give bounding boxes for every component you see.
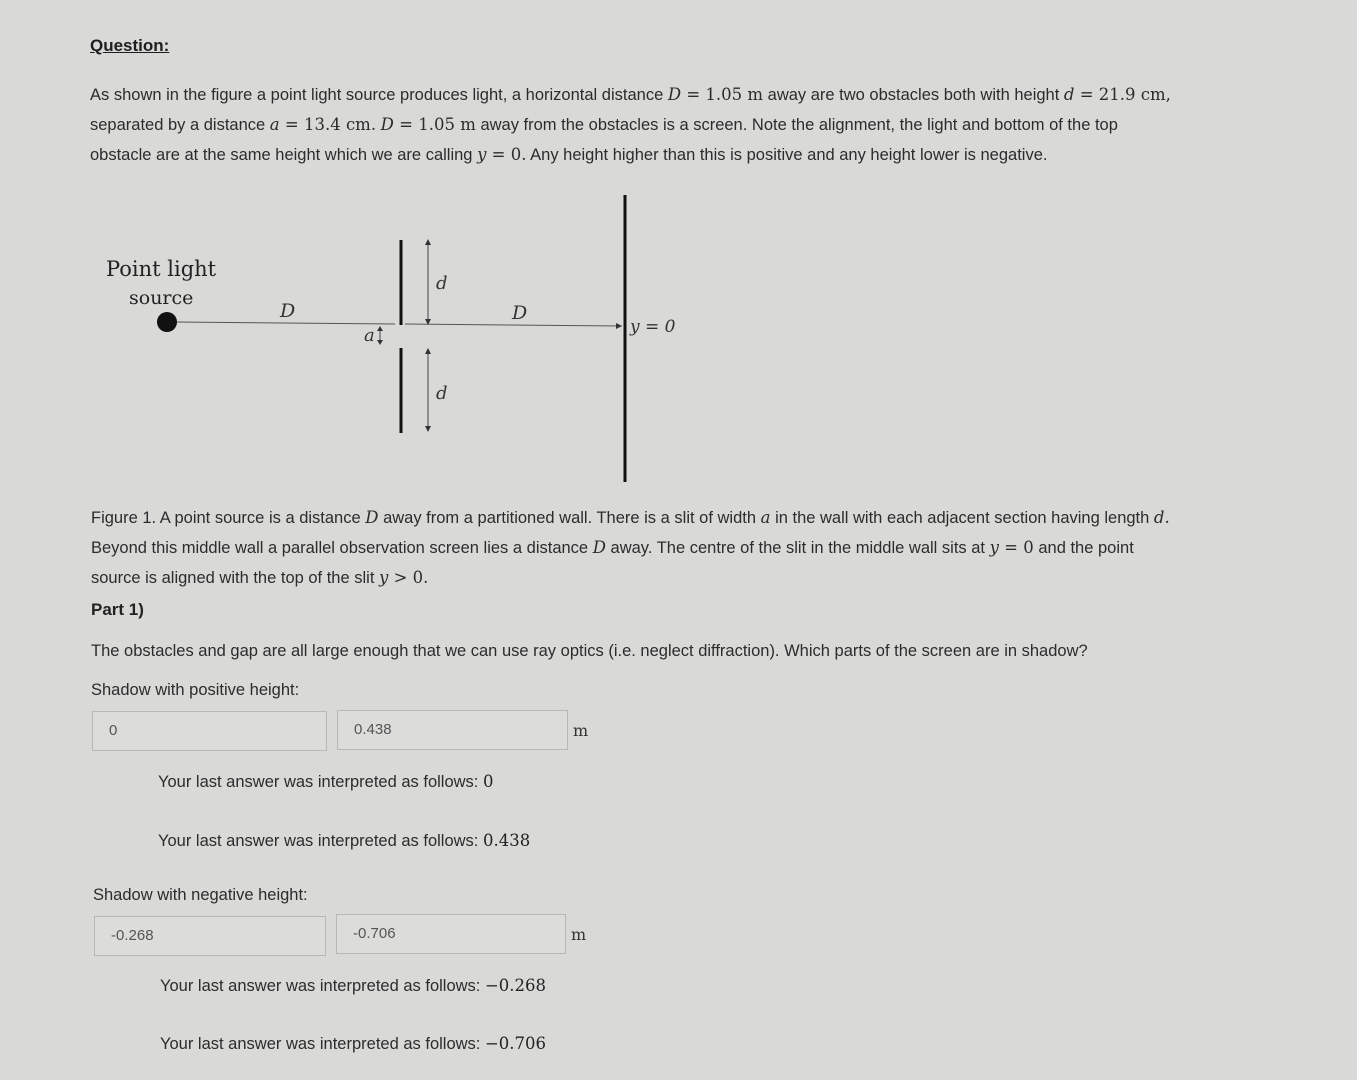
math-value: = 0. [486, 145, 527, 164]
math-symbol: y [477, 145, 487, 164]
unit-label: m [571, 925, 587, 944]
caption-text: and the point [1038, 539, 1134, 557]
math-symbol: a [269, 115, 280, 134]
math-symbol: D [667, 85, 682, 104]
arrowhead [425, 239, 431, 245]
interpretation-value: −0.268 [484, 976, 547, 995]
arrowhead [425, 426, 431, 432]
optics-figure [0, 185, 1357, 490]
interpretation-text [160, 1034, 546, 1054]
arrowhead [377, 340, 383, 345]
caption-text: in the wall with each adjacent section having length [775, 509, 1150, 527]
math-symbol: D [380, 115, 394, 134]
interpretation-value: −0.706 [484, 1034, 547, 1053]
math-symbol: a [760, 508, 771, 527]
interpretation-prefix: Your last answer was interpreted as follows: [160, 977, 481, 995]
part1-question: The obstacles and gap are all large enough that we can use ray optics (i.e. neglect diffraction). Which parts of the screen are in shadow? [91, 642, 1088, 660]
math-symbol: d [1063, 85, 1075, 104]
label-a: a [364, 325, 375, 346]
math-symbol: y [989, 538, 999, 557]
source-label-line2: source [129, 287, 194, 309]
arrowhead [425, 348, 431, 354]
label-D-right: D [512, 302, 528, 324]
question-text-part: away from the obstacles is a screen. Note the alignment, the light and bottom of the top [480, 116, 1118, 134]
math-symbol: D [365, 508, 379, 527]
figure-caption [91, 503, 1291, 593]
axis-line-right [405, 324, 622, 326]
math-symbol: d. [1153, 508, 1170, 527]
question-text-part: away are two obstacles both with height [767, 86, 1060, 104]
math-value: = 0 [998, 538, 1034, 557]
label-d-top: d [436, 273, 448, 294]
question-text-part: obstacle are at the same height which we are calling [90, 146, 473, 164]
interpretation-prefix: Your last answer was interpreted as follows: [158, 832, 479, 850]
positive-shadow-upper-input[interactable]: 0.438 [337, 710, 568, 750]
interpretation-text [158, 772, 493, 792]
part1-heading: Part 1) [91, 600, 144, 619]
caption-text: away from a partitioned wall. There is a slit of width [383, 509, 757, 527]
caption-text: source is aligned with the top of the slit [91, 569, 375, 587]
math-value: > 0. [388, 568, 429, 587]
interpretation-value: 0 [482, 772, 494, 791]
interpretation-prefix: Your last answer was interpreted as follows: [160, 1035, 481, 1053]
caption-text: Figure 1. A point source is a distance [91, 509, 361, 527]
arrowhead [377, 326, 383, 331]
unit-label: m [573, 721, 589, 740]
arrowhead [616, 323, 622, 329]
label-y0: y = 0 [630, 317, 676, 337]
point-light-source [157, 312, 177, 332]
label-D-left: D [280, 300, 296, 322]
shadow-negative-label: Shadow with negative height: [93, 886, 308, 904]
label-d-bottom: d [436, 383, 448, 404]
negative-shadow-upper-input[interactable]: -0.268 [94, 916, 326, 956]
negative-shadow-lower-input[interactable]: -0.706 [336, 914, 566, 954]
math-symbol: D [592, 538, 606, 557]
positive-shadow-lower-input[interactable]: 0 [92, 711, 327, 751]
source-label-line1: Point light [106, 257, 217, 281]
caption-text: away. The centre of the slit in the middle wall sits at [610, 539, 986, 557]
question-text-part: separated by a distance [90, 116, 266, 134]
question-text [90, 80, 1290, 170]
interpretation-text [160, 976, 546, 996]
math-value: = 1.05 m [681, 85, 764, 104]
question-heading: Question: [90, 36, 170, 55]
interpretation-text [158, 831, 530, 851]
question-text-part: As shown in the figure a point light source produces light, a horizontal distance [90, 86, 664, 104]
caption-text: Beyond this middle wall a parallel observation screen lies a distance [91, 539, 589, 557]
shadow-positive-label: Shadow with positive height: [91, 681, 300, 699]
math-value: = 21.9 cm, [1074, 85, 1171, 104]
interpretation-value: 0.438 [482, 831, 531, 850]
interpretation-prefix: Your last answer was interpreted as follows: [158, 773, 479, 791]
math-value: = 1.05 m [393, 115, 476, 134]
axis-line-left [177, 322, 395, 324]
math-symbol: y [379, 568, 389, 587]
math-value: = 13.4 cm. [279, 115, 377, 134]
question-text-part: Any height higher than this is positive and any height lower is negative. [530, 146, 1048, 164]
